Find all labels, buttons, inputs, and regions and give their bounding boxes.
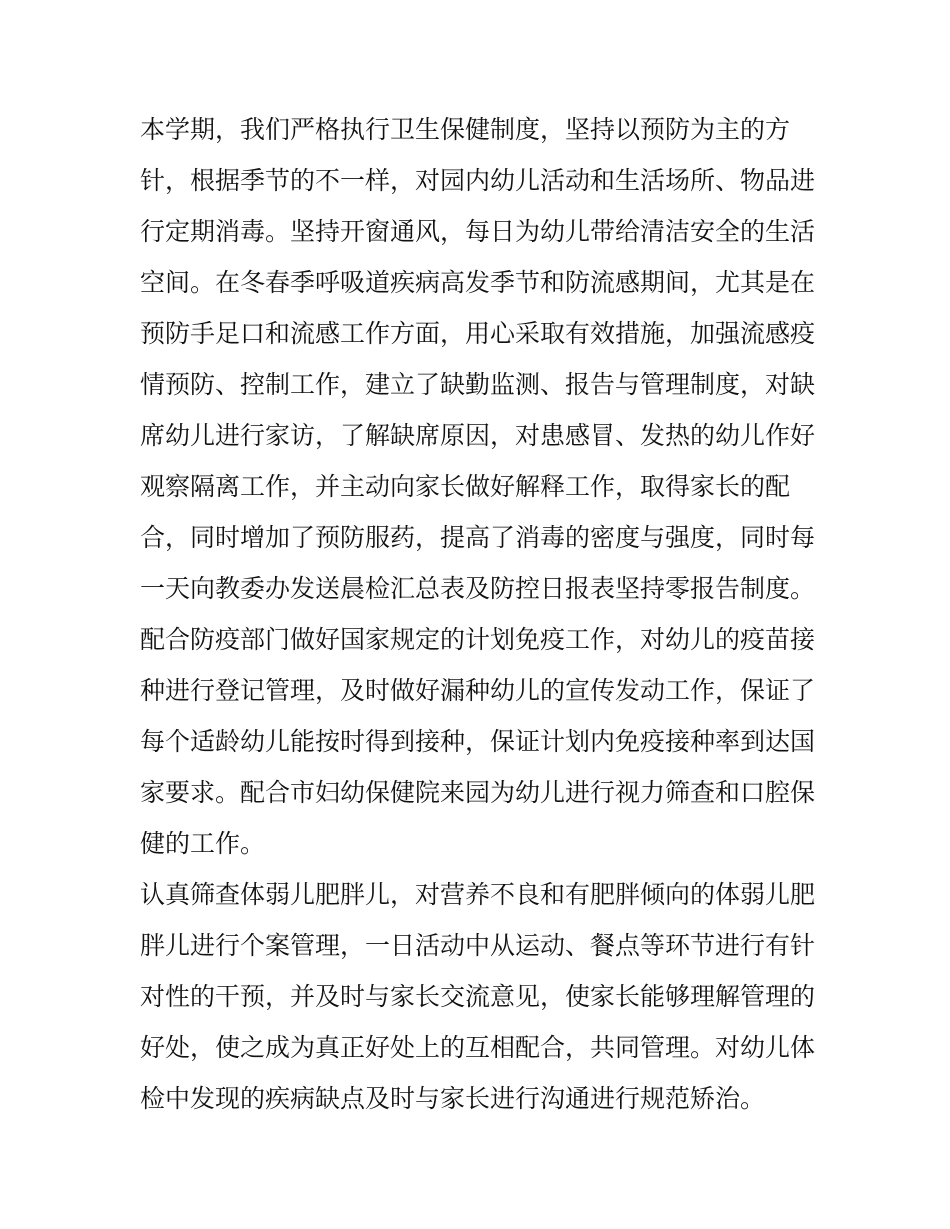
text-line: 预防手足口和流感工作方面，用心采取有效措施，加强流感疫 — [140, 319, 816, 348]
paragraph-weak-obese-children — [140, 869, 820, 1124]
text-line: 认真筛查体弱儿肥胖儿，对营养不良和有肥胖倾向的体弱儿肥 — [140, 880, 816, 909]
text-line: 检中发现的疾病缺点及时与家长进行沟通进行规范矫治。 — [140, 1084, 766, 1113]
text-line: 配合防疫部门做好国家规定的计划免疫工作，对幼儿的疫苗接 — [140, 625, 816, 654]
text-line: 健的工作。 — [140, 829, 266, 858]
text-line: 合，同时增加了预防服药，提高了消毒的密度与强度，同时每 — [140, 523, 816, 552]
document-body — [140, 104, 820, 1124]
text-line: 行定期消毒。坚持开窗通风，每日为幼儿带给清洁安全的生活 — [140, 217, 816, 246]
paragraph-immunization — [140, 614, 820, 869]
paragraph-hygiene-disinfection — [140, 104, 820, 614]
text-line: 情预防、控制工作，建立了缺勤监测、报告与管理制度，对缺 — [140, 370, 816, 399]
text-line: 席幼儿进行家访，了解缺席原因，对患感冒、发热的幼儿作好 — [140, 421, 816, 450]
text-line: 本学期，我们严格执行卫生保健制度，坚持以预防为主的方 — [140, 115, 791, 144]
text-line: 好处，使之成为真正好处上的互相配合，共同管理。对幼儿体 — [140, 1033, 816, 1062]
text-line: 对性的干预，并及时与家长交流意见，使家长能够理解管理的 — [140, 982, 816, 1011]
text-line: 每个适龄幼儿能按时得到接种，保证计划内免疫接种率到达国 — [140, 727, 816, 756]
text-line: 空间。在冬春季呼吸道疾病高发季节和防流感期间，尤其是在 — [140, 268, 816, 297]
text-line: 一天向教委办发送晨检汇总表及防控日报表坚持零报告制度。 — [140, 574, 816, 603]
text-line: 家要求。配合市妇幼保健院来园为幼儿进行视力筛查和口腔保 — [140, 778, 816, 807]
text-line: 胖儿进行个案管理，一日活动中从运动、餐点等环节进行有针 — [140, 931, 816, 960]
text-line: 观察隔离工作，并主动向家长做好解释工作，取得家长的配 — [140, 472, 791, 501]
text-line: 针，根据季节的不一样，对园内幼儿活动和生活场所、物品进 — [140, 166, 816, 195]
text-line: 种进行登记管理，及时做好漏种幼儿的宣传发动工作，保证了 — [140, 676, 816, 705]
